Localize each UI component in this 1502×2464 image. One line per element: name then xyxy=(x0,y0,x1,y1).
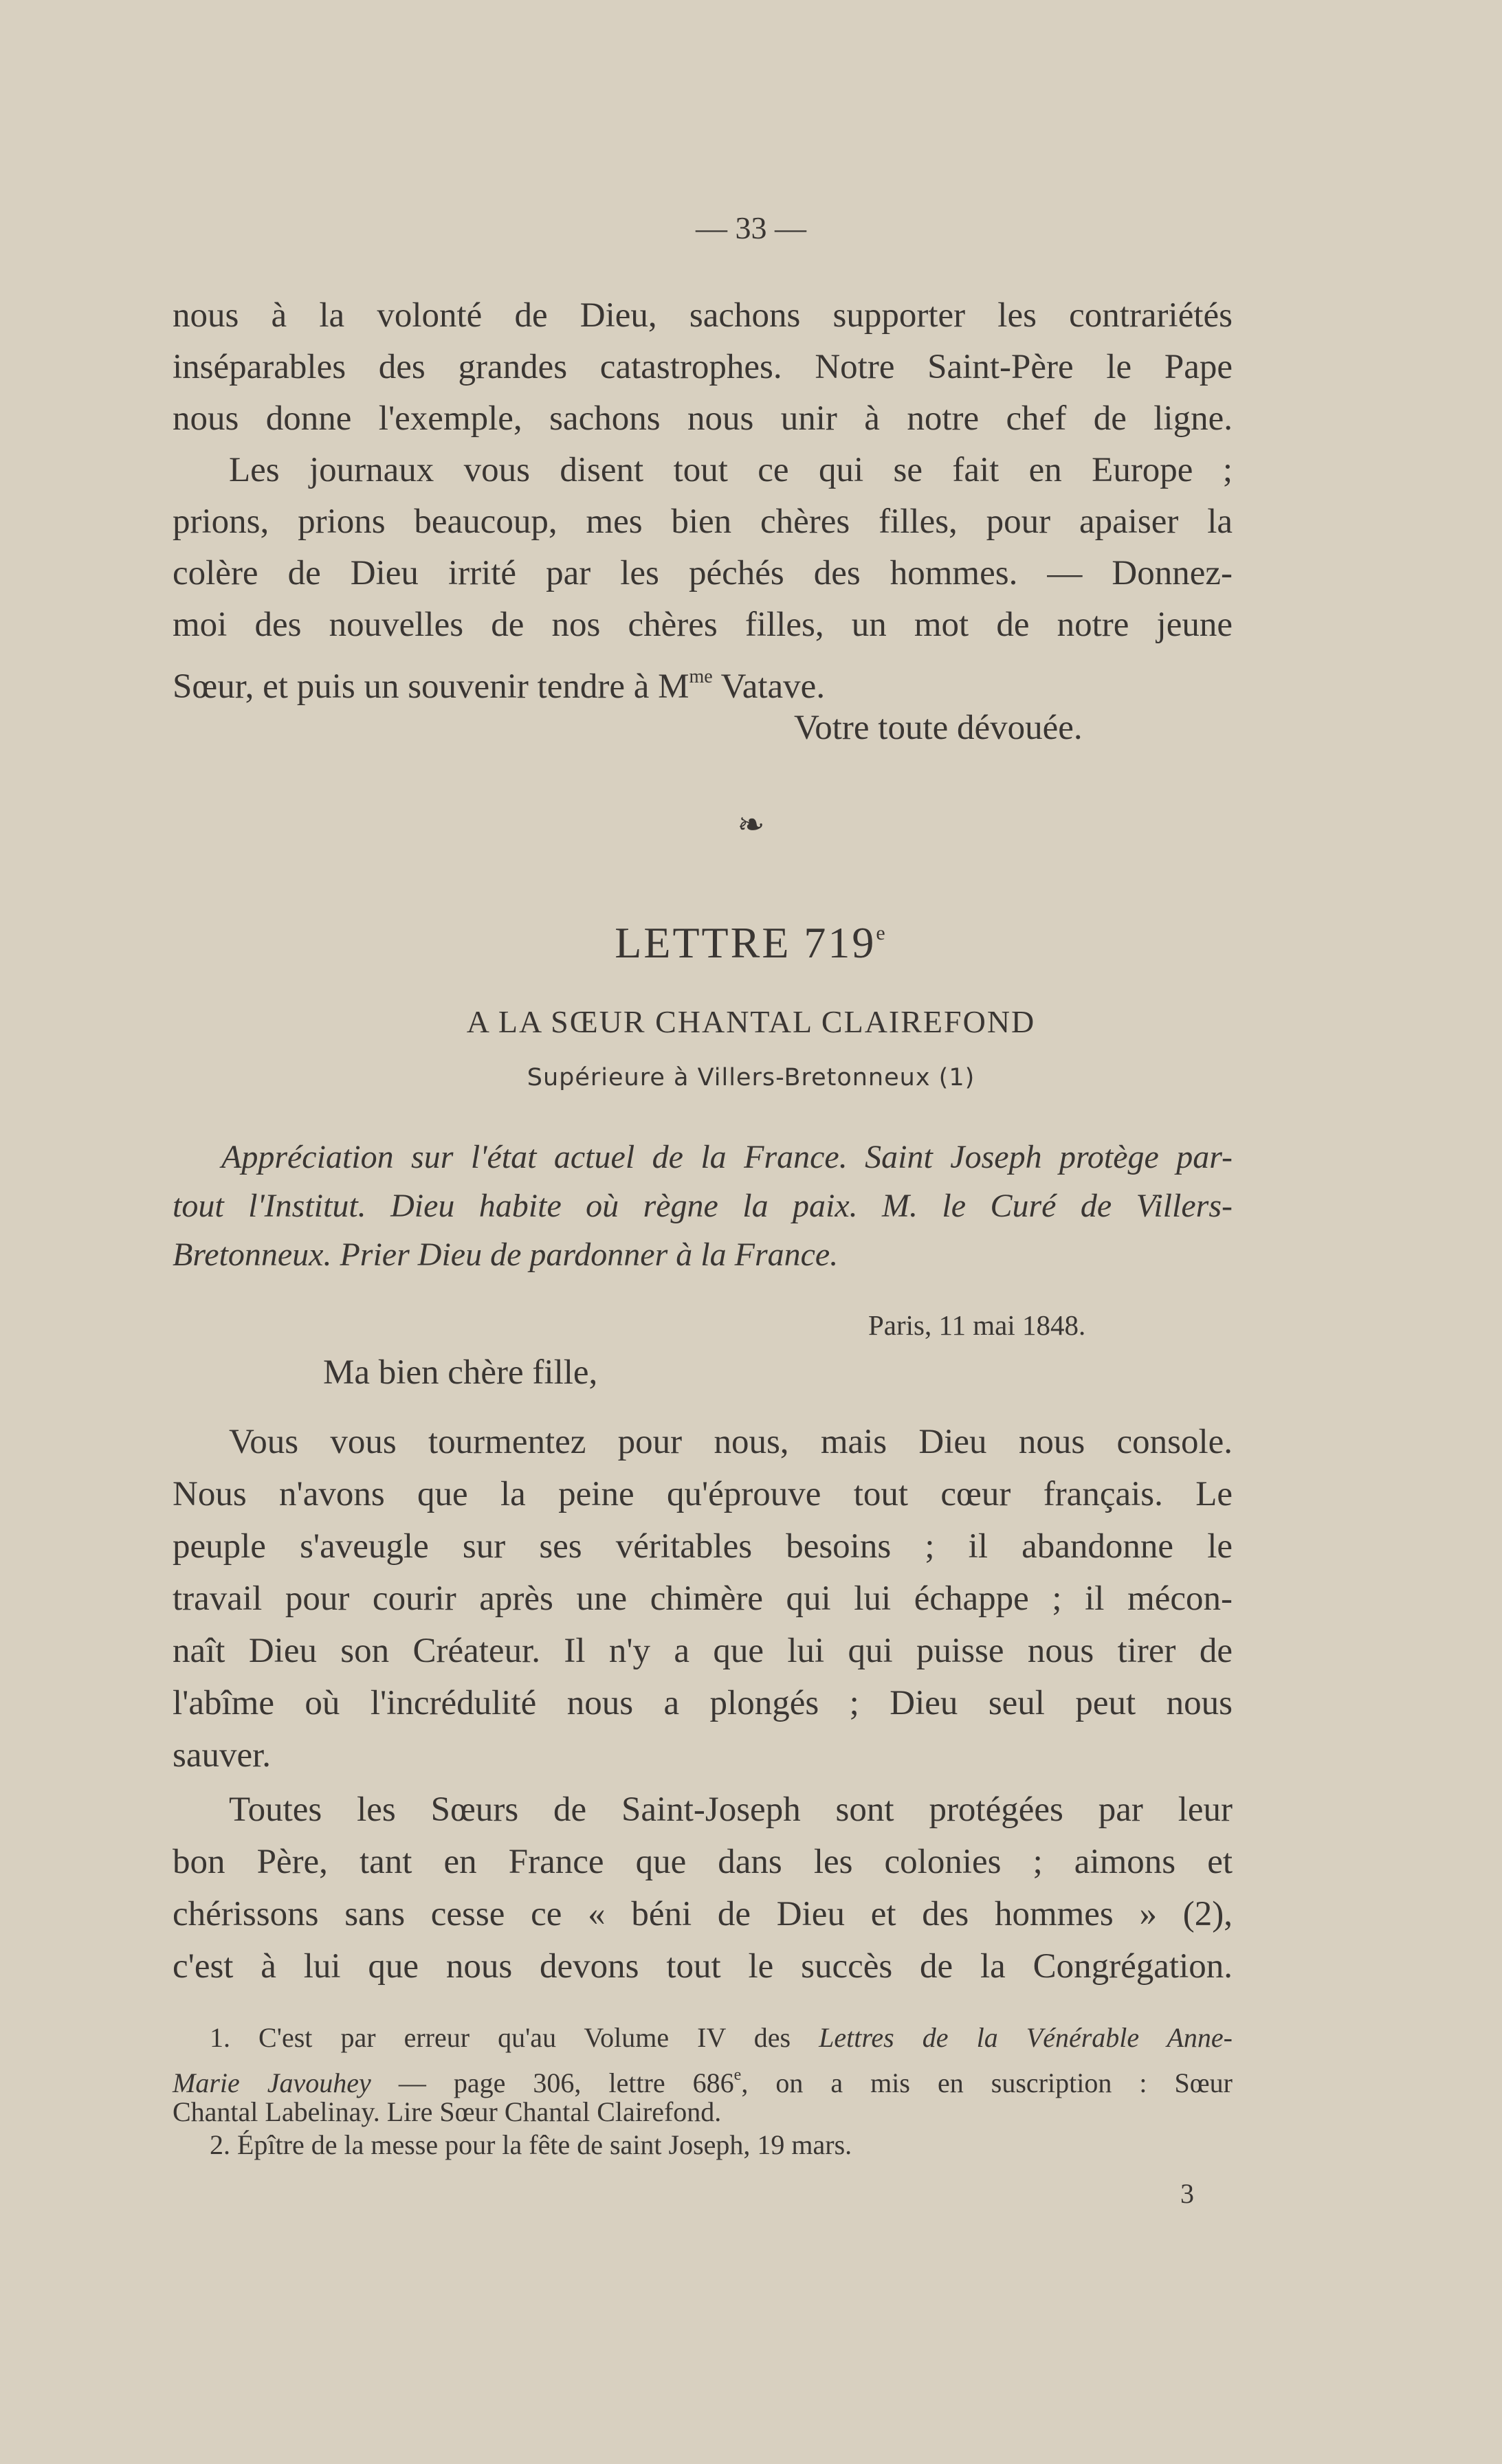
footnote-1-line: Chantal Labelinay. Lire Sœur Chantal Clairefond. xyxy=(173,2096,722,2127)
text-line: naît Dieu son Créateur. Il n'y a que lui qui puisse nous tirer de xyxy=(173,1632,1233,1670)
addressee-detail: Supérieure à Villers-Bretonneux (1) xyxy=(527,1064,975,1091)
text-line: Les journaux vous disent tout ce qui se fait en Europe ; xyxy=(229,451,1233,489)
fleuron-ornament-icon: ❧ xyxy=(737,807,765,843)
text-line: colère de Dieu irrité par les péchés des hommes. — Donnez- xyxy=(173,554,1233,592)
footnote-2: 2. Épître de la messe pour la fête de saint Joseph, 19 mars. xyxy=(210,2129,852,2160)
text-line: chérissons sans cesse ce « béni de Dieu et des hommes » (2), xyxy=(173,1895,1233,1933)
letter-title-text: LETTRE 719 xyxy=(615,918,876,967)
summary-line: tout l'Institut. Dieu habite où règne la paix. M. le Curé de Villers- xyxy=(173,1188,1233,1224)
summary-line: Appréciation sur l'état actuel de la France. Saint Joseph protège par- xyxy=(221,1139,1233,1175)
closing: Votre toute dévouée. xyxy=(794,709,1083,747)
superscript: me xyxy=(689,666,713,687)
book-title-fragment: Lettres de la Vénérable Anne- xyxy=(819,2022,1233,2053)
text-line: sauver. xyxy=(173,1736,272,1775)
text-line: Nous n'avons que la peine qu'éprouve tout cœur français. Le xyxy=(173,1475,1233,1513)
text-line: Toutes les Sœurs de Saint-Joseph sont protégées par leur xyxy=(229,1790,1233,1829)
text-line: peuple s'aveugle sur ses véritables besoins ; il abandonne le xyxy=(173,1527,1233,1566)
text-line: Vous vous tourmentez pour nous, mais Dieu nous console. xyxy=(229,1423,1233,1461)
page-number: — 33 — xyxy=(696,210,806,245)
text-line: nous donne l'exemple, sachons nous unir à notre chef de ligne. xyxy=(173,399,1233,438)
salutation: Ma bien chère fille, xyxy=(323,1353,598,1392)
text-fragment: 1. C'est par erreur qu'au Volume IV des xyxy=(210,2022,819,2053)
book-title-fragment: Marie Javouhey xyxy=(173,2067,371,2098)
text-line: prions, prions beaucoup, mes bien chères filles, pour apaiser la xyxy=(173,502,1233,541)
superscript: e xyxy=(733,2066,742,2084)
signature-mark: 3 xyxy=(1180,2178,1194,2209)
letter-title xyxy=(0,918,1502,968)
letter-title-superscript: e xyxy=(876,922,887,944)
summary-line: Bretonneux. Prier Dieu de pardonner à la France. xyxy=(173,1236,839,1273)
text-line: nous à la volonté de Dieu, sachons supporter les contrariétés xyxy=(173,296,1233,335)
text-line: moi des nouvelles de nos chères filles, un mot de notre jeune xyxy=(173,606,1233,644)
footnote-1-line xyxy=(210,2019,1233,2056)
text-fragment: — page 306, lettre 686 xyxy=(371,2067,734,2098)
letter-date: Paris, 11 mai 1848. xyxy=(868,1309,1086,1341)
text-line: inséparables des grandes catastrophes. Notre Saint-Père le Pape xyxy=(173,348,1233,386)
text-fragment: Vatave. xyxy=(712,667,826,706)
addressee: A LA SŒUR CHANTAL CLAIREFOND xyxy=(466,1004,1036,1039)
text-line: c'est à lui que nous devons tout le succès de la Congrégation. xyxy=(173,1947,1233,1986)
text-line: l'abîme où l'incrédulité nous a plongés ; Dieu seul peut nous xyxy=(173,1684,1233,1722)
text-line: bon Père, tant en France que dans les colonies ; aimons et xyxy=(173,1843,1233,1881)
text-fragment: , on a mis en suscription : Sœur xyxy=(741,2067,1233,2098)
text-fragment: Sœur, et puis un souvenir tendre à M xyxy=(173,667,689,706)
text-line: travail pour courir après une chimère qui lui échappe ; il mécon- xyxy=(173,1579,1233,1618)
